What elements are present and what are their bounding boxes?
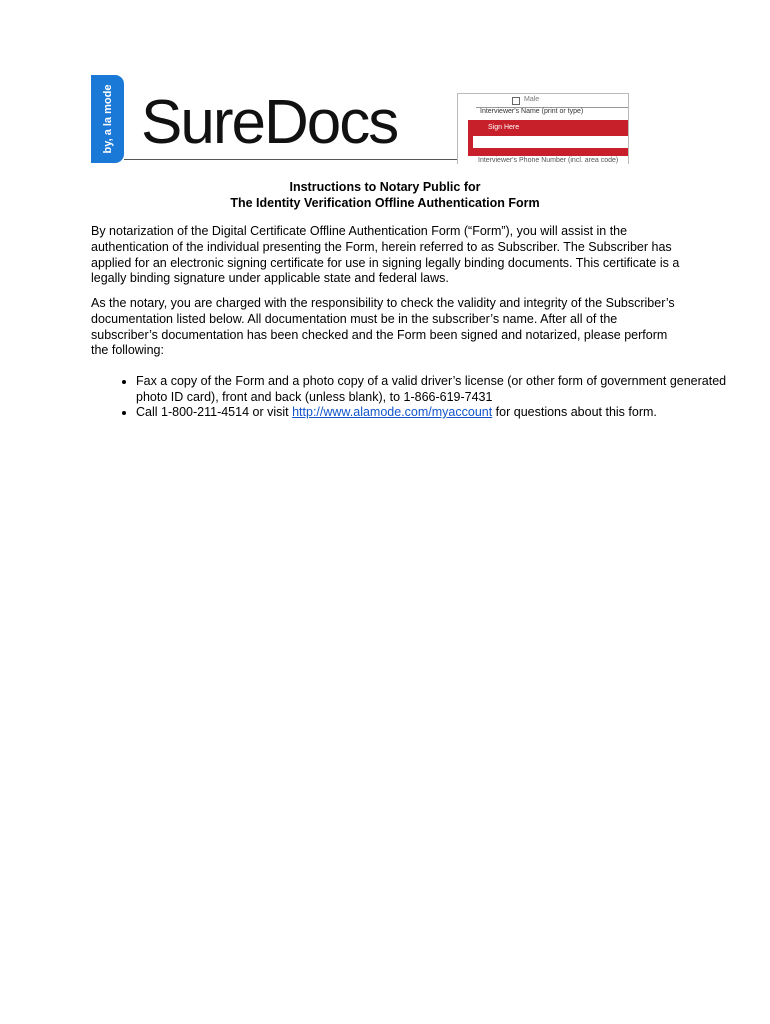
document-title bbox=[0, 179, 770, 211]
header bbox=[91, 75, 634, 163]
list-item-fax: • Fax a copy of the Form and a photo copy of a valid driver’s license (or other form of government generated photo ID card), front and back (unless blank), to 1-866-619-7431 bbox=[136, 374, 736, 405]
snippet-male: Male bbox=[524, 96, 540, 103]
snippet-phone: Interviewer's Phone Number (incl. area code) bbox=[478, 157, 619, 164]
tagline: by, a la mode bbox=[101, 84, 114, 154]
title-line-2: The Identity Verification Offline Authentication Form bbox=[230, 196, 540, 210]
checkbox-icon bbox=[512, 97, 520, 105]
snippet-sign: Sign Here bbox=[488, 124, 520, 131]
title-line-1: Instructions to Notary Public for bbox=[289, 180, 481, 194]
form-snippet-image bbox=[457, 93, 629, 164]
tagline-tab bbox=[91, 75, 124, 163]
paragraph-intro: By notarization of the Digital Certificate Offline Authentication Form (“Form”), you will assist in the authentication of the individual presenting the Form, herein referred to as Subscriber. The Subscriber has applied for an electronic signing certificate for use in signing legally binding documents. This certificate is a legally binding signature under applicable state and federal laws. bbox=[91, 224, 680, 286]
call-text: Call 1-800-211-4514 or visit bbox=[136, 405, 293, 419]
suredocs-logo: SureDocs bbox=[141, 88, 398, 157]
call-suffix: for questions about this form. bbox=[492, 405, 657, 419]
myaccount-link[interactable]: http://www.alamode.com/myaccount bbox=[292, 405, 493, 419]
paragraph-responsibility: As the notary, you are charged with the responsibility to check the validity and integrity of the Subscriber’s documentation listed below. All documentation must be in the subscriber’s name. After all of the subscriber’s documentation has been checked and the Form been signed and notarized, please perform the following: bbox=[91, 296, 675, 358]
sign-here-banner bbox=[468, 120, 628, 156]
list-item-call bbox=[136, 405, 736, 421]
instruction-list bbox=[91, 374, 736, 421]
snippet-name: Interviewer's Name (print or type) bbox=[476, 107, 629, 120]
signature-box bbox=[473, 136, 628, 148]
